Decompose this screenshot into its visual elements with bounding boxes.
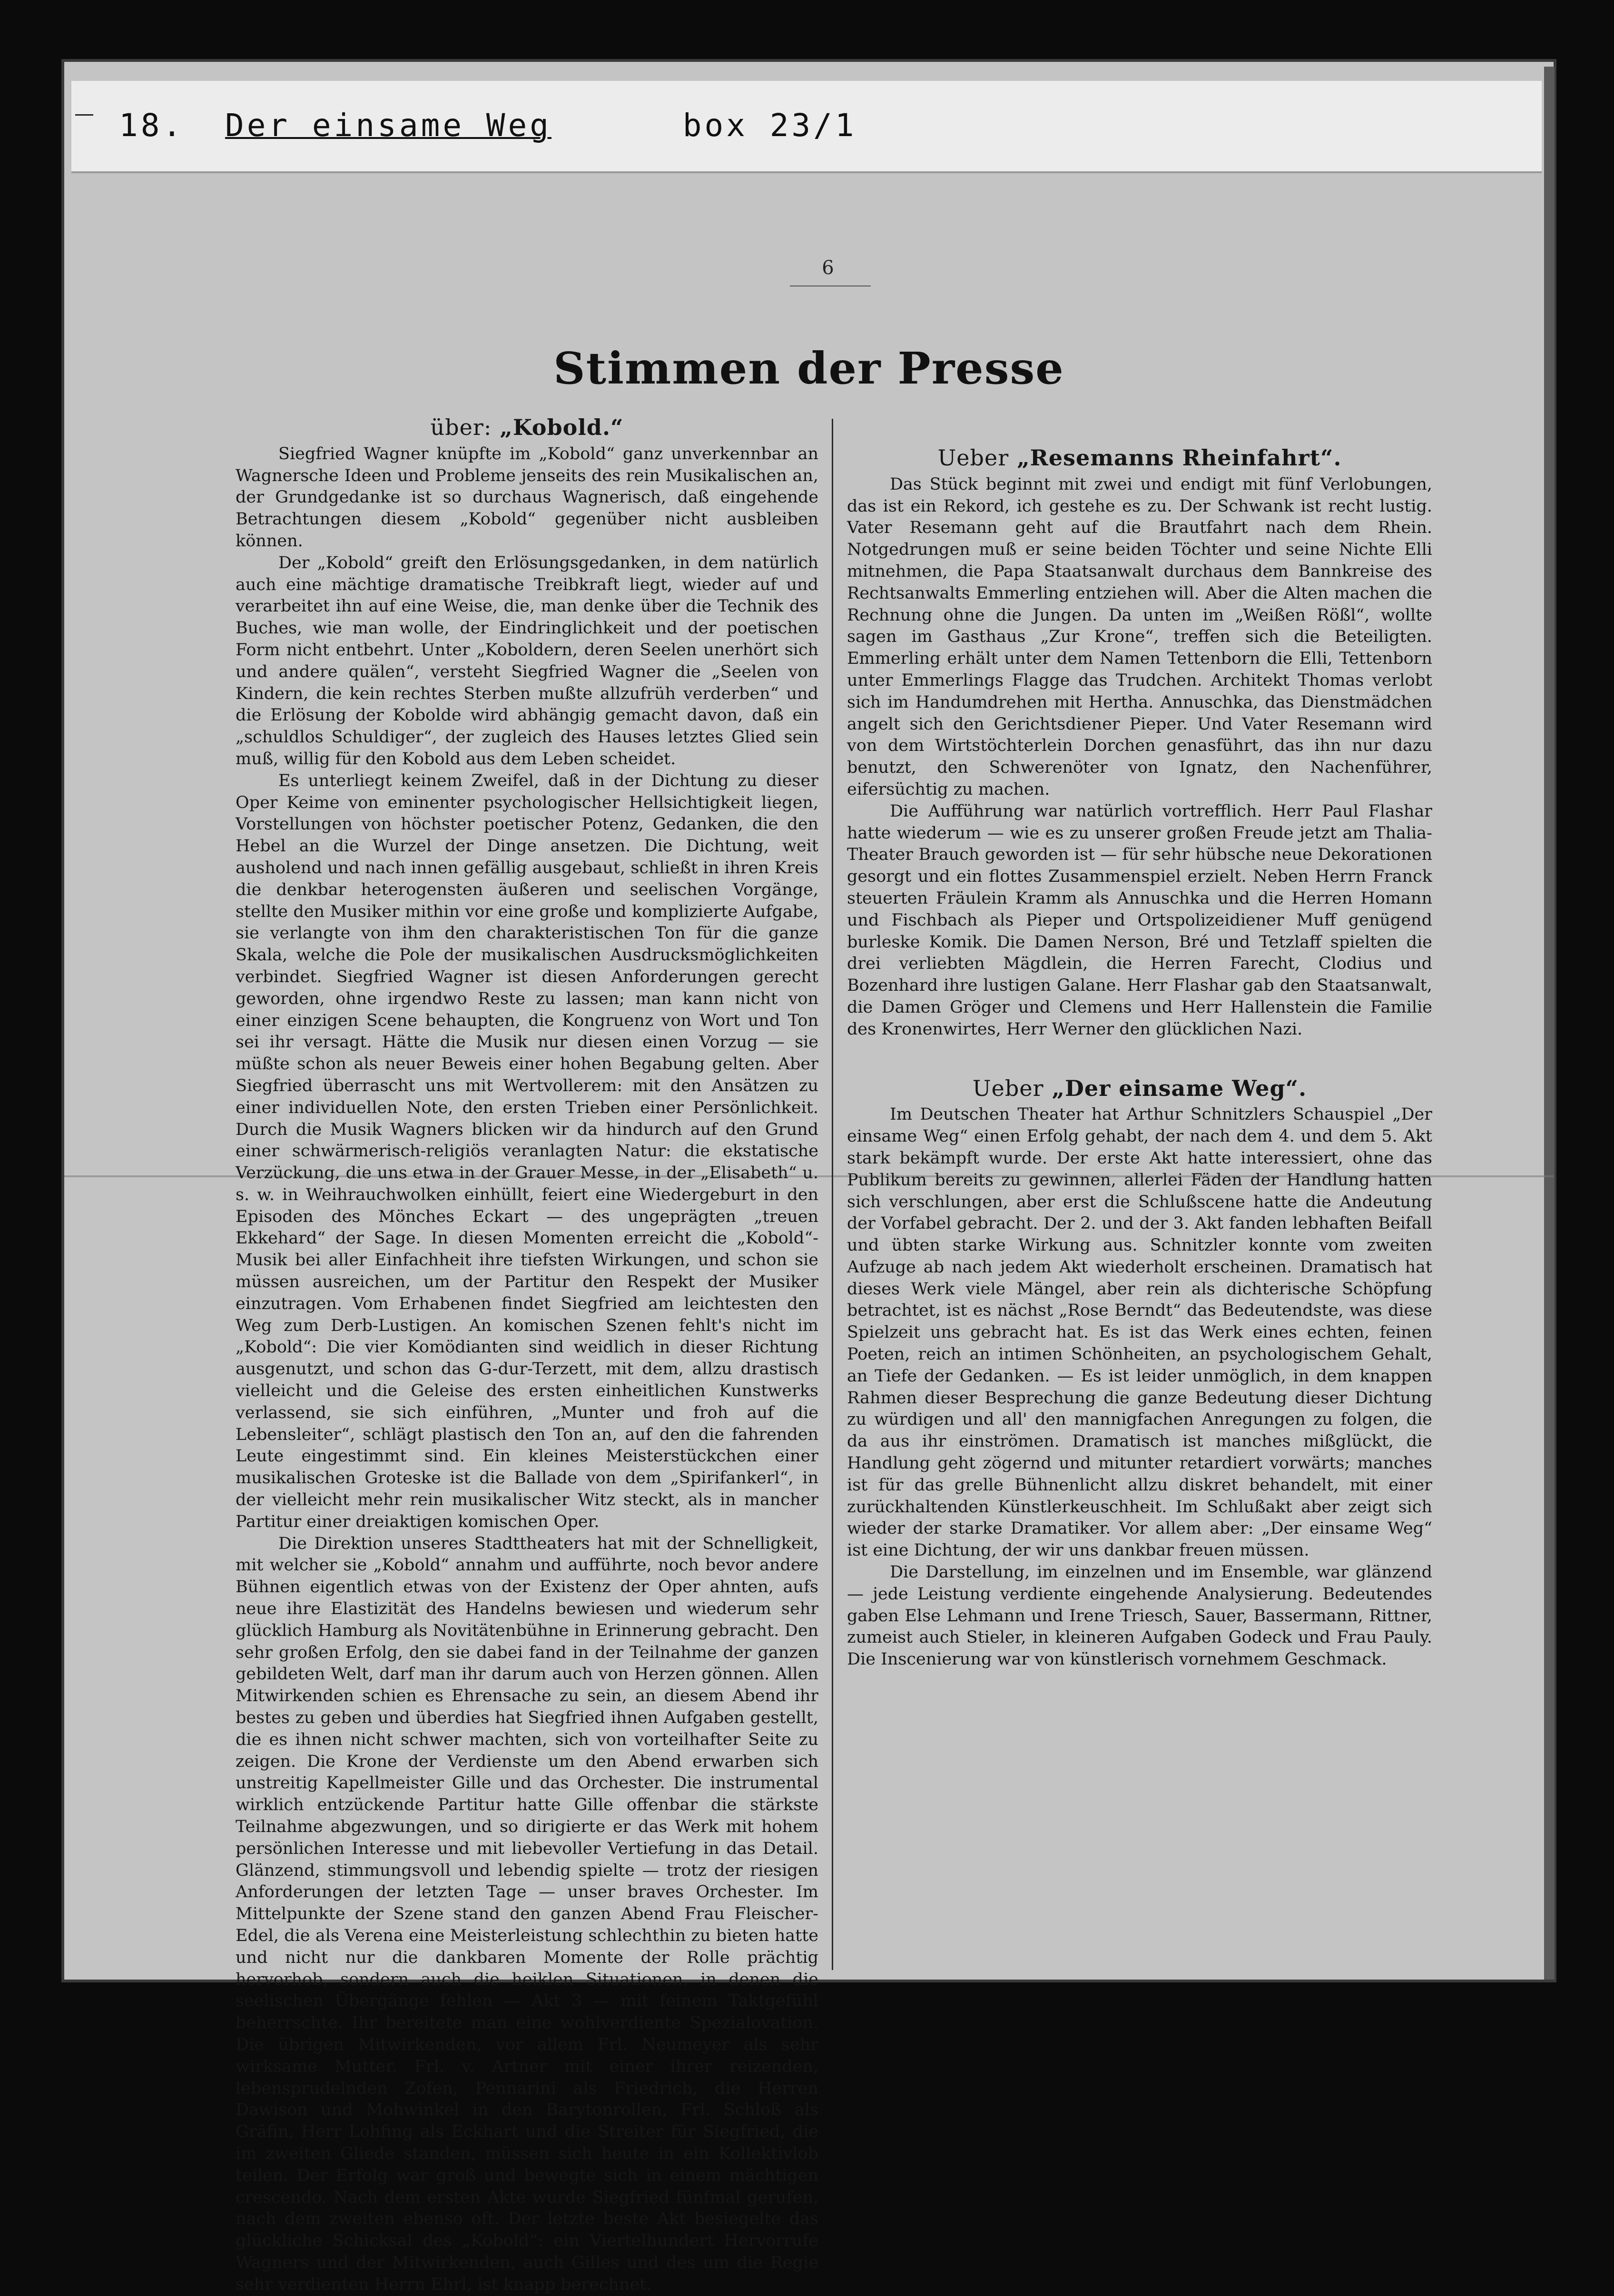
label-box: box 23/1	[682, 107, 857, 144]
article-paragraph: Die Darstellung, im einzelnen und im Ensemble, war glänzend — jede Leistung verdiente eingehende Analysierung. Bedeutendes gaben Else Lehmann und Irene Triesch, Sauer, Bassermann, Rittner, zumeist auch Stieler, in kleineren Aufgaben Godeck und Frau Pauly. Die Inscenierung war von künstlerisch vornehmem Geschmack.	[847, 1563, 1432, 1669]
article-paragraph: Der „Kobold“ greift den Erlösungsgedanken, in dem natürlich auch eine mächtige dramatische Treibkraft liegt, wieder auf und verarbeitet ihn auf eine Weise, die, man denke über die Technik des Buches, wie man wolle, der Eindringlichkeit und der poetischen Form nicht entbehrt. Unter „Koboldern, deren Seelen unerhört sich und andere quälen“, versteht Siegfried Wagner die „Seelen von Kindern, die kein rechtes Sterben mußte allzufrüh verderben“ und die Erlösung der Kobolde wird abhängig gemacht davon, daß ein „schuldlos Schuldiger“, der zugleich des Hauses letztes Glied sein muß, willig für den Kobold aus dem Leben scheidet.	[236, 553, 818, 769]
article-heading-einsame-weg	[847, 1075, 1432, 1101]
column-divider	[832, 419, 833, 1970]
left-column	[236, 414, 818, 2294]
heading-prefix: über:	[430, 414, 492, 440]
heading-title: „Kobold.“	[500, 414, 624, 440]
article-paragraph: Das Stück beginnt mit zwei und endigt mit fünf Verlobungen, das ist ein Rekord, ich gestehe es zu. Der Schwank ist recht lustig. Vater Resemann geht auf die Brautfahrt nach dem Rhein. Notgedrungen muß er seine beiden Töchter und seine Nichte Elli mitnehmen, die Papa Staatsanwalt durchaus dem Bannkreise des Rechtsanwalts Emmerling entziehen will. Aber die Alten machen die Rechnung ohne die Jungen. Da unten im „Weißen Rößl“, wollte sagen im Gasthaus „Zur Krone“, treffen sich die Beteiligten. Emmerling erhält unter dem Namen Tettenborn die Elli, Tettenborn unter Emmerlings Flagge das Trudchen. Architekt Thomas verlobt sich im Handumdrehen mit Hertha. Annuschka, das Dienstmädchen angelt sich den Gerichtsdiener Pieper. Und Vater Resemann wird von dem Wirtstöchterlein Dorchen genasführt, das ihn nur dazu benutzt, den Schwerenöter von Ignatz, den Nachenführer, eifersüchtig zu machen.	[847, 474, 1432, 799]
label-title: Der einsame Weg	[225, 107, 551, 144]
heading-prefix: Ueber	[972, 1075, 1044, 1101]
masthead-title: Stimmen der Presse	[553, 343, 1064, 394]
archive-label	[119, 107, 857, 144]
article-paragraph: Siegfried Wagner knüpfte im „Kobold“ ganz unverkennbar an Wagnersche Ideen und Probleme jenseits des rein Musikalischen an, der Grundgedanke ist so durchaus Wagnerisch, daß eingehende Betrachtungen diesem „Kobold“ gegenüber nicht ausbleiben können.	[236, 444, 818, 551]
article-heading-resemann	[847, 447, 1432, 469]
heading-title: „Resemanns Rheinfahrt“.	[1017, 445, 1342, 471]
label-tick-mark	[75, 114, 93, 116]
heading-title: „Der einsame Weg“.	[1052, 1075, 1307, 1101]
article-paragraph: Im Deutschen Theater hat Arthur Schnitzlers Schauspiel „Der einsame Weg“ einen Erfolg gehabt, der nach dem 4. und dem 5. Akt stark bekämpft wurde. Der erste Akt hatte interessiert, ohne das Publikum bereits zu gewinnen, allerlei Fäden der Handlung hatten sich verschlungen, aber erst die Schlußscene hatte die Andeutung der Vorfabel gebracht. Der 2. und der 3. Akt fanden lebhaften Beifall und übten starke Wirkung aus. Schnitzler konnte vom zweiten Aufzuge ab nach jedem Akt wiederholt erscheinen. Dramatisch hat dieses Werk viele Mängel, aber rein als dichterische Schöpfung betrachtet, ist es nächst „Rose Berndt“ das Bedeutendste, was diese Spielzeit uns gebracht hat. Es ist das Werk eines echten, feinen Poeten, reich an intimen Schönheiten, an psychologischem Gehalt, an Tiefe der Gedanken. — Es ist leider unmöglich, in dem knappen Rahmen dieser Besprechung die ganze Bedeutung dieser Dichtung zu würdigen und all' den mannigfachen Anregungen zu folgen, die da aus ihr einströmen. Dramatisch ist manches mißglückt, die Handlung geht zögernd und mitunter retardiert vorwärts; manches ist für das grelle Bühnenlicht allzu diskret behandelt, mit einer zurückhaltenden Künstlerkeuschheit. Im Schlußakt aber zeigt sich wieder der starke Dramatiker. Vor allem aber: „Der einsame Weg“ ist eine Dichtung, der wir uns dankbar freuen müssen.	[847, 1105, 1432, 1560]
page-edge-shadow	[1544, 67, 1555, 1980]
page-number: 6	[822, 257, 834, 279]
article-heading-kobold	[236, 414, 818, 440]
article-paragraph: Die Aufführung war natürlich vortrefflich. Herr Paul Flashar hatte wiederum — wie es zu unserer großen Freude jetzt am Thalia-Theater Brauch geworden ist — für sehr hübsche neue Dekorationen gesorgt und ein flottes Zusammenspiel erzielt. Neben Herrn Franck steuerten Fräulein Kramm als Annuschka und die Herren Homann und Fischbach als Pieper und Ortspolizeidiener Muff genügend burleske Komik. Die Damen Nerson, Bré und Tetzlaff spielten die drei verliebten Mägdlein, die Herren Farecht, Clodius und Bozenhard ihre lustigen Galane. Herr Flashar gab den Staatsanwalt, die Damen Gröger und Clemens und Herr Hallenstein die Familie des Kronenwirtes, Herr Werner den glücklichen Nazi.	[847, 801, 1432, 1039]
article-paragraph: Die Direktion unseres Stadttheaters hat mit der Schnelligkeit, mit welcher sie „Kobold“ annahm und aufführte, noch bevor andere Bühnen eigentlich etwas von der Existenz der Oper ahnten, aufs neue ihre Elastizität des Handelns bewiesen und wiederum sehr glücklich Hamburg als Novitätenbühne in Erinnerung gebracht. Den sehr großen Erfolg, den sie dabei fand in der Teilnahme der ganzen gebildeten Welt, darf man ihr darum auch von Herzen gönnen. Allen Mitwirkenden schien es Ehrensache zu sein, an diesem Abend ihr bestes zu geben und überdies hat Siegfried ihnen Aufgaben gestellt, die es ihnen nicht schwer machten, sich von vorteilhafter Seite zu zeigen. Die Krone der Verdienste um den Abend erwarben sich unstreitig Kapellmeister Gille und das Orchester. Die instrumental wirklich entzückende Partitur hatte Gille offenbar die stärkste Teilnahme abgezwungen, und so dirigierte er das Werk mit hohem persönlichen Interesse und mit liebevoller Vertiefung in das Detail. Glänzend, stimmungsvoll und lebendig spielte — trotz der riesigen Anforderungen der letzten Tage — unser braves Orchester. Im Mittelpunkte der Szene stand den ganzen Abend Frau Fleischer-Edel, die als Verena eine Meisterleistung schlechthin zu bieten hatte und nicht nur die dankbaren Momente der Rolle prächtig hervorhob, sondern auch die heiklen Situationen, in denen die seelischen Übergänge fehlen — Akt 3 — mit feinem Taktgefühl beherrschte. Ihr bereitete man eine wohlverdiente Spezialovation. Die übrigen Mitwirkenden, vor allem Frl. Neumeyer als sehr wirksame Mutter. Frl. v. Artner mit einer ihrer reizenden, lebensprudelnden Zofen, Pennarini als Friedrich, die Herren Dawison und Mohwinkel in den Barytonrollen, Frl. Schloß als Gräfin, Herr Lohfing als Eckhart und die Streiter für Siegfried, die im zweiten Gliede standen, müssen sich heute in ein Kollektivlob teilen. Der Erfolg war groß und bewegte sich in einem mächtigen crescendo. Nach dem ersten Akte wurde Siegfried fünfmal gerufen, nach dem zweiten ebenso oft. Der letzte beste Akt besiegelte das glückliche Schicksal des „Kobold“: ein Viertelhundert Hervorrufe Wagners und der Mitwirkenden, auch Gilles und des um die Regie sehr verdienten Herrn Ehrl, ist knapp berechnet.	[236, 1534, 818, 2294]
heading-prefix: Ueber	[937, 445, 1009, 471]
article-paragraph: Es unterliegt keinem Zweifel, daß in der Dichtung zu dieser Oper Keime von eminenter psychologischer Hellsichtigkeit liegen, Vorstellungen von höchster poetischer Potenz, Gedanken, die den Hebel an die Wurzel der Dinge ansetzen. Die Dichtung, weit ausholend und nach innen gefällig ausgebaut, schließt in ihren Kreis die denkbar heterogensten äußeren und seelischen Vorgänge, stellte den Musiker mithin vor eine große und komplizierte Aufgabe, sie verlangte von ihm den charakteristischen Ton für die ganze Skala, welche die Pole der musikalischen Ausdrucksmöglichkeiten verbindet. Siegfried Wagner ist diesen Anforderungen gerecht geworden, ohne irgendwo Reste zu lassen; man kann nicht von einer einzigen Scene behaupten, die Kongruenz von Wort und Ton sei ihr versagt. Hätte die Musik nur diesen einen Vorzug — sie müßte schon als neuer Beweis einer hohen Begabung gelten. Aber Siegfried überrascht uns mit Wertvollerem: mit den Ansätzen zu einer individuellen Note, den ersten Trieben einer Persönlichkeit. Durch die Musik Wagners blicken wir da hindurch auf den Grund einer schwärmerisch-religiös veranlagten Natur: die ekstatische Verzückung, die uns etwa in der Grauer Messe, in der „Elisabeth“ u. s. w. in Weihrauchwolken einhüllt, feiert eine Wiedergeburt in den Episoden des Mönches Eckart — des ungeprägten „treuen Ekkehard“ der Sage. In diesen Momenten erreicht die „Kobold“-Musik bei aller Einfachheit ihre tiefsten Wirkungen, und schon sie müssen ausreichen, um der Partitur den Respekt der Musiker einzutragen. Vom Erhabenen findet Siegfried am leichtesten den Weg zum Derb-Lustigen. An komischen Szenen fehlt's nicht im „Kobold“: Die vier Komödianten sind weidlich in dieser Richtung ausgenutzt, und schon das G-dur-Terzett, mit dem, allzu drastisch vielleicht und die Geleise des ersten einheitlichen Kunstwerks verlassend, sie sich einführen, „Munter und froh auf die Lebensleiter“, schlägt plastisch den Ton an, auf den die fahrenden Leute eingestimmt sind. Ein kleines Meisterstückchen einer musikalischen Groteske ist die Ballade von dem „Spirifankerl“, in der vielleicht mehr rein musikalischer Witz steckt, als in mancher Partitur einer dreiaktigen komischen Oper.	[236, 771, 818, 1531]
archive-label-strip	[71, 81, 1542, 173]
label-number: 18.	[119, 107, 185, 144]
right-column	[847, 414, 1432, 1975]
